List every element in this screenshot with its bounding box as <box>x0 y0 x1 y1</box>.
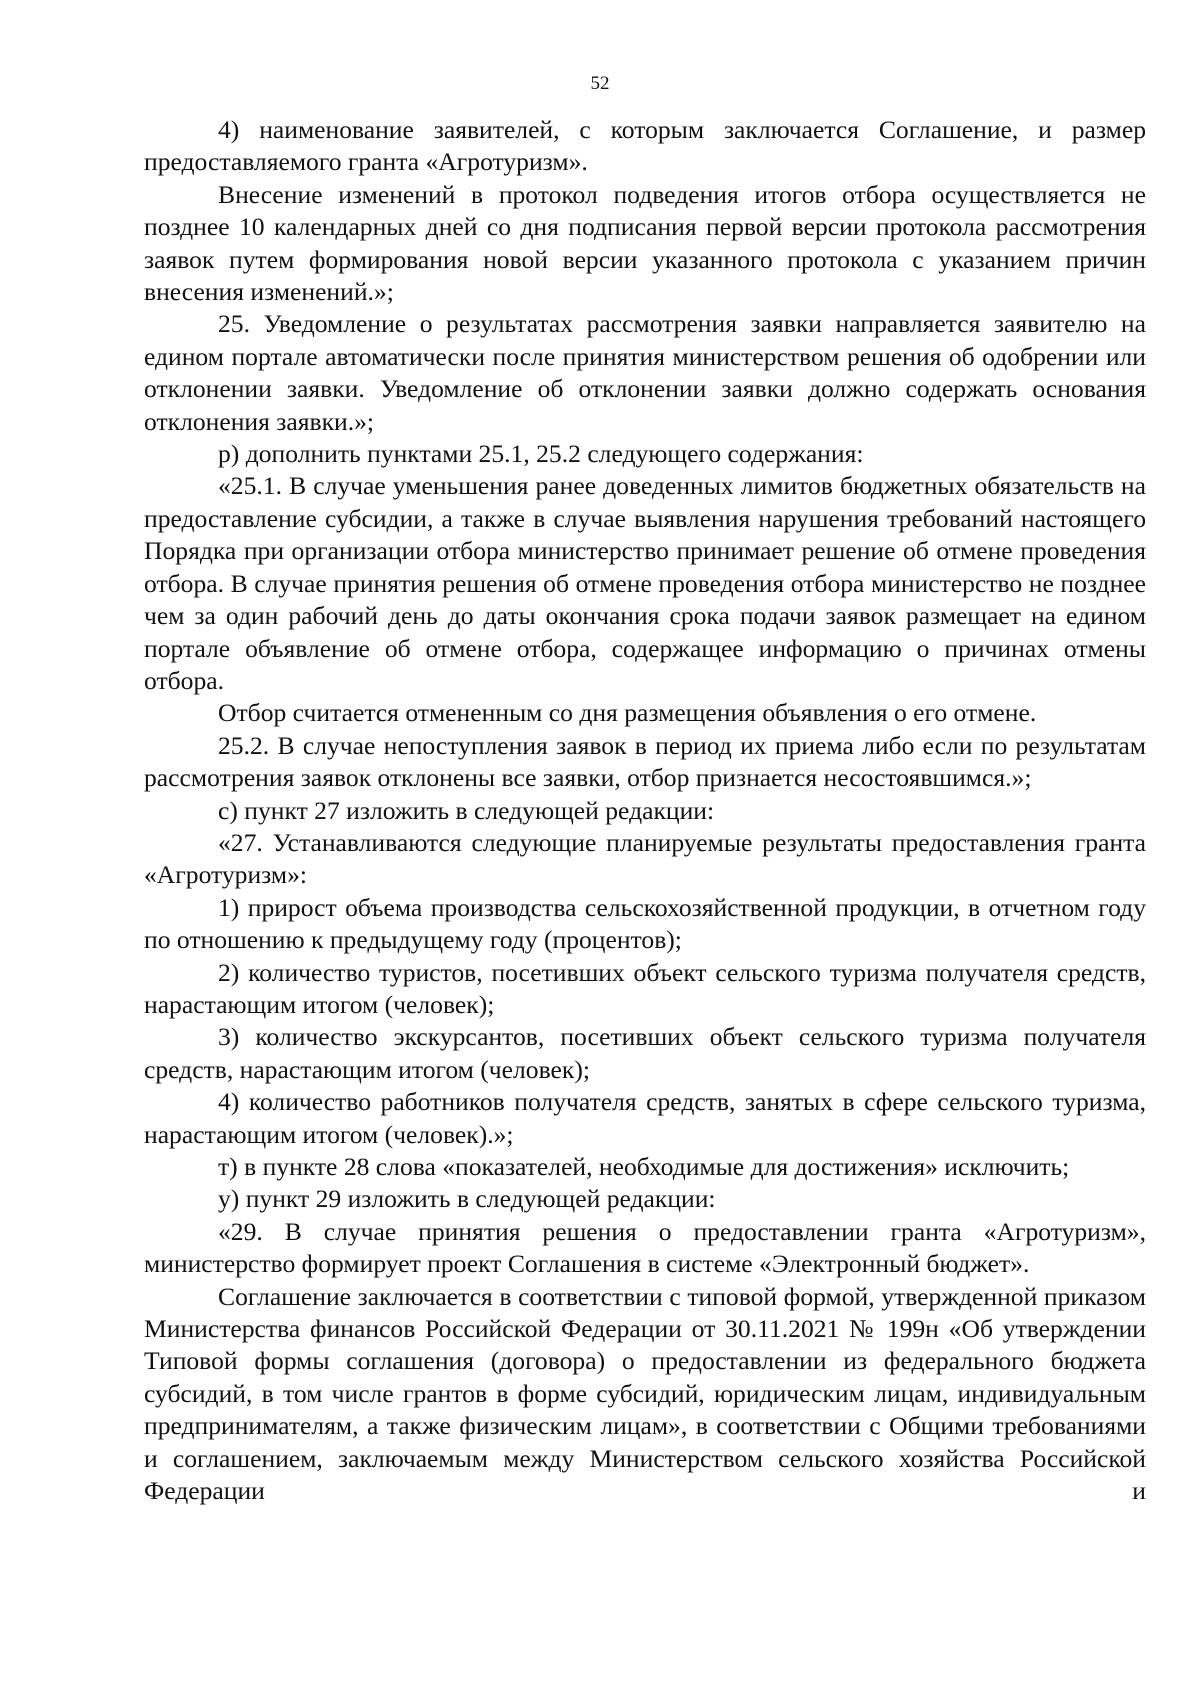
paragraph: с) пункт 27 изложить в следующей редакции: <box>218 795 715 825</box>
paragraph: Соглашение заключается в соответствии с типовой формой, утвержденной приказом Министерства финансов Российской Федерации от 30.11.2021 № 199н «Об утверждении Типовой формы соглашения (договора) о предоставлении из федерального бюджета субсидий, в том числе грантов в форме субсидий, юридическим лицам, индивидуальным предпринимателям, а также физическим лицам», в соответствии с Общими требованиями и соглашением, заключаемым между Министерством сельского хозяйства Российской Федерации и <box>144 1281 1146 1506</box>
paragraph: «25.1. В случае уменьшения ранее доведенных лимитов бюджетных обязательств на предоставление субсидии, а также в случае выявления нарушения требований настоящего Порядка при организации отбора министерство принимает решение об отмене проведения отбора. В случае принятия решения об отмене проведения отбора министерство не позднее чем за один рабочий день до даты окончания срока подачи заявок размещает на едином портале объявление об отмене отбора, содержащее информацию о причинах отмены отбора. <box>144 471 1146 695</box>
paragraph: «27. Устанавливаются следующие планируемые результаты предоставления гранта «Агротуризм»: <box>144 827 1146 890</box>
paragraph: 25. Уведомление о результатах рассмотрения заявки направляется заявителю на едином портале автоматически после принятия министерством решения об одобрении или отклонении заявки. Уведомление об отклонении заявки должно содержать основания отклонения заявки.»; <box>144 309 1146 436</box>
paragraph: 2) количество туристов, посетивших объект сельского туризма получателя средств, нарастающим итогом (человек); <box>144 957 1146 1019</box>
page-number: 52 <box>590 73 610 94</box>
paragraph: у) пункт 29 изложить в следующей редакции: <box>218 1184 716 1214</box>
paragraph: 4) наименование заявителей, с которым заключается Соглашение, и размер предоставляемого гранта «Агротуризм». <box>144 115 1146 177</box>
document-body <box>144 114 1146 1507</box>
paragraph: 4) количество работников получателя средств, занятых в сфере сельского туризма, нарастающим итогом (человек).»; <box>144 1087 1146 1149</box>
paragraph: т) в пункте 28 слова «показателей, необходимые для достижения» исключить; <box>218 1152 1070 1181</box>
paragraph: Внесение изменений в протокол подведения итогов отбора осуществляется не позднее 10 календарных дней со дня подписания первой версии протокола рассмотрения заявок путем формирования новой версии указанного протокола с указанием причин внесения изменений.»; <box>144 179 1146 307</box>
paragraph: 1) прирост объема производства сельскохозяйственной продукции, в отчетном году по отношению к предыдущему году (процентов); <box>144 892 1146 955</box>
paragraph: 3) количество экскурсантов, посетивших объект сельского туризма получателя средств, нарастающим итогом (человек); <box>144 1022 1146 1084</box>
paragraph: Отбор считается отмененным со дня размещения объявления о его отмене. <box>218 698 1037 728</box>
paragraph: 25.2. В случае непоступления заявок в период их приема либо если по результатам рассмотрения заявок отклонены все заявки, отбор признается несостоявшимся.»; <box>144 730 1146 793</box>
paragraph: «29. В случае принятия решения о предоставлении гранта «Агротуризм», министерство формирует проект Соглашения в системе «Электронный бюджет». <box>144 1216 1146 1279</box>
paragraph: р) дополнить пунктами 25.1, 25.2 следующего содержания: <box>218 439 864 469</box>
